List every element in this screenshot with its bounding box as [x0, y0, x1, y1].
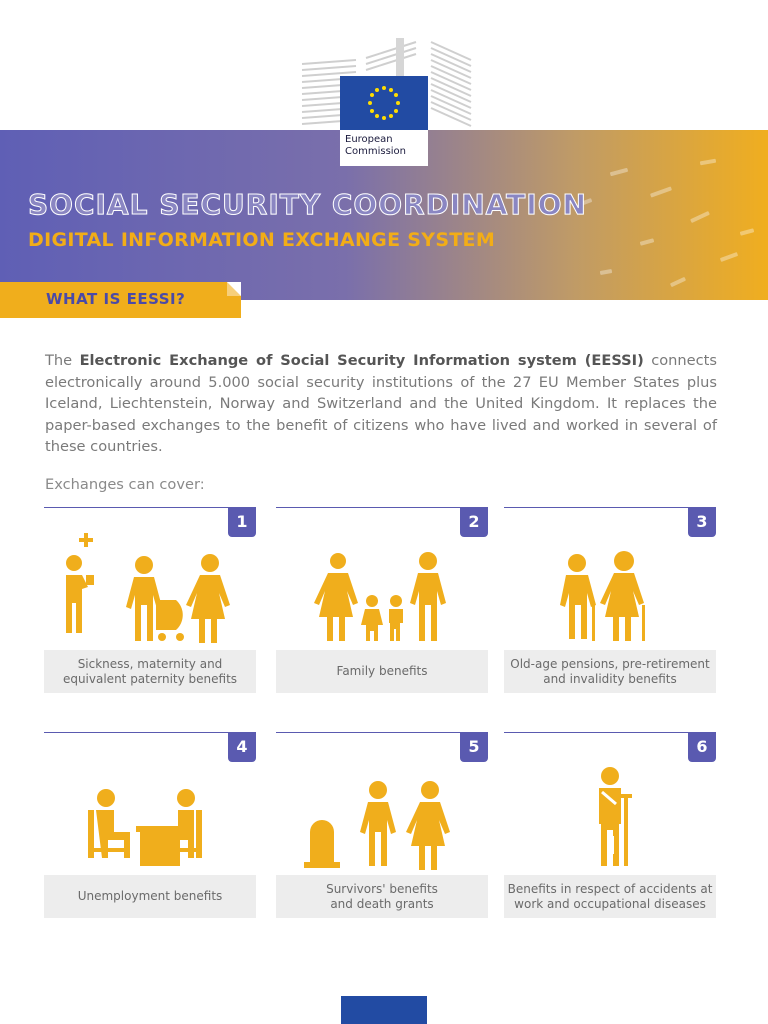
- card-label: Old-age pensions, pre-retirement and invalidity benefits: [504, 650, 716, 693]
- health-family-icon: [44, 515, 256, 645]
- card-rule: [276, 732, 488, 733]
- page-title: SOCIAL SECURITY COORDINATION: [28, 188, 587, 221]
- card-number: 4: [228, 732, 256, 762]
- card-number: 3: [688, 507, 716, 537]
- card-rule: [504, 732, 716, 733]
- intro-paragraph: [45, 350, 717, 458]
- benefit-card-5: [276, 732, 488, 922]
- injured-worker-icon: [504, 740, 716, 870]
- benefit-card-6: [504, 732, 716, 922]
- card-label: Sickness, maternity and equivalent paternity benefits: [44, 650, 256, 693]
- section-tab-label: WHAT IS EESSI?: [46, 290, 186, 308]
- benefit-card-2: [276, 507, 488, 697]
- cover-label: Exchanges can cover:: [45, 476, 205, 493]
- card-number: 2: [460, 507, 488, 537]
- card-rule: [44, 732, 256, 733]
- benefit-card-1: [44, 507, 256, 697]
- elderly-couple-icon: [504, 515, 716, 645]
- section-tab: [0, 282, 241, 318]
- page-subtitle: DIGITAL INFORMATION EXCHANGE SYSTEM: [28, 229, 496, 251]
- page-fold: [227, 282, 241, 296]
- footer-accent: [341, 996, 427, 1024]
- card-label: Survivors' benefits and death grants: [276, 875, 488, 918]
- card-label: Family benefits: [276, 650, 488, 693]
- card-number: 5: [460, 732, 488, 762]
- family-icon: [276, 515, 488, 645]
- benefit-card-3: [504, 507, 716, 697]
- card-number: 6: [688, 732, 716, 762]
- card-label: Benefits in respect of accidents at work and occupational diseases: [504, 875, 716, 918]
- card-rule: [276, 507, 488, 508]
- intro-lead: The: [45, 352, 80, 369]
- card-rule: [504, 507, 716, 508]
- benefit-card-4: [44, 732, 256, 922]
- intro-rest: connects electronically around 5.000 social security institutions of the 27 EU Member States plus Iceland, Liechtenstein, Norway and Switzerland and the United Kingdom. It replaces the paper-based exchanges to the benefit of citizens who have lived and worked in several of these countries.: [45, 352, 717, 455]
- european-commission-logo: [340, 76, 428, 166]
- card-number: 1: [228, 507, 256, 537]
- intro-bold: Electronic Exchange of Social Security Information system (EESSI): [79, 352, 644, 369]
- org-name: European Commission: [345, 134, 407, 157]
- card-label: Unemployment benefits: [44, 875, 256, 918]
- eu-flag-icon: [340, 76, 428, 130]
- card-rule: [44, 507, 256, 508]
- job-interview-icon: [44, 740, 256, 870]
- gravestone-couple-icon: [276, 740, 488, 870]
